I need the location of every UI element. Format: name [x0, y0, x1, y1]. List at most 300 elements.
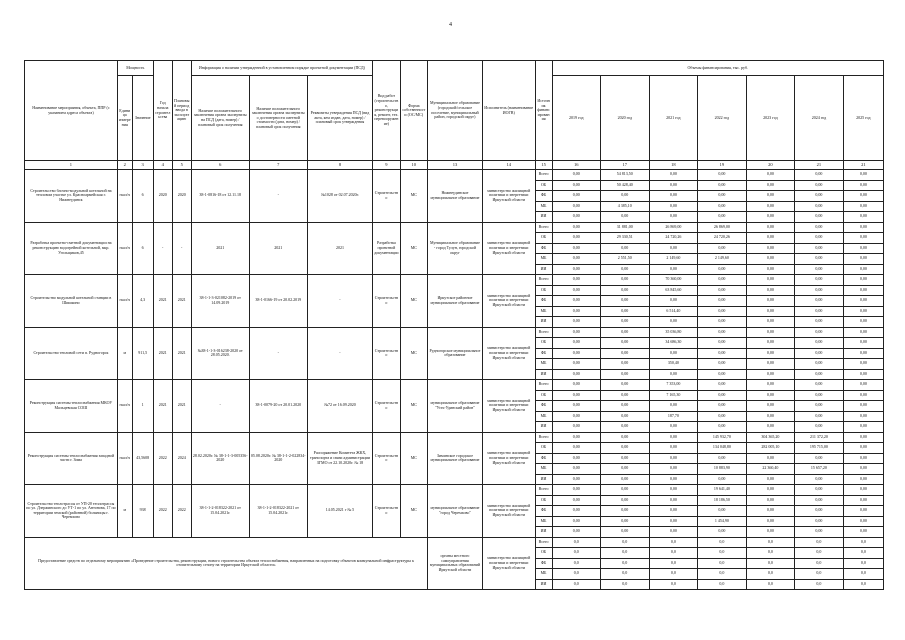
funding-value: 0,00 [843, 390, 883, 401]
header-executor: Исполнитель (наименование ИОГВ) [482, 61, 535, 161]
table-row [25, 222, 884, 233]
column-number: 13 [428, 161, 483, 170]
plan-year: 2022 [172, 485, 191, 538]
funding-value: 0,00 [843, 348, 883, 359]
psd-requisites: 14.05.2021 г № 5 [307, 485, 372, 538]
funding-value: 0,00 [649, 180, 698, 191]
funding-value: 0,00 [698, 275, 747, 286]
funding-value: 0,0 [552, 558, 601, 569]
expertise-info: 38-1-1-2-018322-2021 от 15.04.2021г. [191, 485, 249, 538]
funding-value: 0,00 [601, 243, 650, 254]
funding-value: 0,00 [552, 390, 601, 401]
funding-value: 0,00 [552, 306, 601, 317]
column-number: 3 [132, 161, 153, 170]
funding-value: 0,00 [795, 233, 844, 244]
funding-value: 0,00 [649, 474, 698, 485]
header-year-2021: 2021 год [649, 76, 698, 161]
plan-year: 2021 [172, 327, 191, 380]
funding-value: 0,0 [649, 537, 698, 548]
funding-value: 0,0 [843, 579, 883, 590]
start-year: 2021 [153, 380, 172, 433]
funding-value: 0,00 [843, 233, 883, 244]
municipality: муниципальное образование "город Черемхово" [428, 485, 483, 538]
header-municipality: Муниципальное образование (городской/сельское поселение, муниципальный район, городской округ) [428, 61, 483, 161]
capacity-unit: гкал/ч [117, 432, 132, 485]
funding-value: 0,00 [746, 380, 795, 391]
funding-value: 0,00 [843, 338, 883, 349]
funding-value: 0,00 [843, 296, 883, 307]
funding-value: 0,00 [601, 443, 650, 454]
funding-value: 0,00 [746, 306, 795, 317]
capacity-value: 43,5608 [132, 432, 153, 485]
funding-value: 1 454,90 [698, 516, 747, 527]
funding-value: 187,70 [649, 411, 698, 422]
executor: министерство жилищной политики и энергетики Иркутской области [482, 380, 535, 433]
funding-source: ИИ [535, 212, 552, 223]
executor: министерство жилищной политики и энергетики Иркутской области [482, 170, 535, 223]
header-source: Источник финансирования [535, 61, 552, 161]
municipality: Нижнеудинское муниципальное образование [428, 170, 483, 223]
funding-value: 0,00 [795, 516, 844, 527]
ownership-form: МС [400, 380, 427, 433]
header-year-2025: 2025 год [843, 76, 883, 161]
funding-value: 0,00 [552, 453, 601, 464]
funding-value: 0,00 [698, 338, 747, 349]
price-check-info: 38-1-0079-20 от 20.01.2020 [249, 380, 307, 433]
funding-value: 0,00 [649, 422, 698, 433]
header-approved-docs: Информация о наличии утвержденной в установленном порядке проектной документации (ПСД) [191, 61, 372, 76]
funding-value: 0,00 [795, 422, 844, 433]
expertise-info: 28.02.2020г. № 38-1-1-3-005356-2020 [191, 432, 249, 485]
table-row [25, 170, 884, 181]
funding-value: 0,00 [649, 485, 698, 496]
funding-source: МБ [535, 569, 552, 580]
price-check-info: 2021 [249, 222, 307, 275]
funding-value: 0,00 [552, 516, 601, 527]
column-number: 21 [843, 161, 883, 170]
funding-value: 0,00 [843, 212, 883, 223]
column-number: 9 [373, 161, 400, 170]
funding-value: 19 641,40 [698, 485, 747, 496]
capacity-value: 4,3 [132, 275, 153, 328]
funding-value: 0,00 [795, 527, 844, 538]
funding-value: 0,00 [795, 380, 844, 391]
funding-value: 0,00 [601, 506, 650, 517]
funding-value: 0,00 [746, 390, 795, 401]
funding-value: 0,00 [746, 201, 795, 212]
funding-source: Всего [535, 275, 552, 286]
funding-value: 0,00 [843, 380, 883, 391]
funding-source: ОБ [535, 495, 552, 506]
funding-value: 0,00 [843, 411, 883, 422]
funding-value: 0,00 [795, 411, 844, 422]
municipality: Иркутское районное муниципальное образование [428, 275, 483, 328]
capacity-unit: гкал/ч [117, 275, 132, 328]
funding-value: 0,00 [552, 359, 601, 370]
funding-source: МБ [535, 359, 552, 370]
funding-value: 0,00 [698, 369, 747, 380]
executor: министерство жилищной политики и энергетики Иркутской области [482, 432, 535, 485]
funding-value: 0,00 [601, 275, 650, 286]
funding-value: 0,00 [601, 296, 650, 307]
funding-value: 0,00 [698, 191, 747, 202]
funding-value: 0,00 [552, 506, 601, 517]
executor: министерство жилищной политики и энергетики Иркутской области [482, 485, 535, 538]
funding-value: 26 869,00 [649, 222, 698, 233]
funding-value: 0,00 [843, 191, 883, 202]
header-year-2019: 2019 год [552, 76, 601, 161]
funding-source: ИИ [535, 264, 552, 275]
object-name: Строительство теплотрассы от УП-20 теплотрассы по ул. Дзержинского до УТ-1 по ул. Антонова, 17 по территории земской (районной) больницы г. Черемхово [25, 485, 118, 538]
funding-value: 34 686,30 [649, 338, 698, 349]
funding-value: 0,00 [698, 401, 747, 412]
funding-value: 0,00 [698, 411, 747, 422]
header-value: Значение [132, 76, 153, 161]
psd-requisites: 2021 [307, 222, 372, 275]
funding-value: 350,40 [649, 359, 698, 370]
funding-value: 0,00 [795, 485, 844, 496]
price-check-info: - [249, 170, 307, 223]
column-number: 19 [698, 161, 747, 170]
column-number: 15 [535, 161, 552, 170]
funding-value: 0,00 [649, 191, 698, 202]
funding-value: 0,00 [746, 191, 795, 202]
municipality: муниципальное образование "Усть-Удинский район" [428, 380, 483, 433]
funding-value: 0,00 [795, 359, 844, 370]
header-volume: Объемы финансирования, тыс. руб. [552, 61, 884, 76]
funding-value: 0,00 [649, 369, 698, 380]
column-number: 1 [25, 161, 118, 170]
funding-value: 0,00 [843, 201, 883, 212]
funding-value: 0,00 [795, 338, 844, 349]
funding-value: 6 514,40 [649, 306, 698, 317]
funding-value: 0,00 [649, 170, 698, 181]
executor: министерство жилищной политики и энергетики Иркутской области [482, 222, 535, 275]
funding-value: 0,00 [552, 254, 601, 265]
funding-value: 0,00 [649, 495, 698, 506]
funding-value: 0,00 [552, 317, 601, 328]
funding-value: 0,00 [552, 432, 601, 443]
funding-value: 0,00 [601, 369, 650, 380]
expertise-info: 38-1-0816-18 от 12.11.18 [191, 170, 249, 223]
funding-value: 0,00 [698, 306, 747, 317]
psd-requisites: - [307, 327, 372, 380]
funding-value: 0,00 [795, 285, 844, 296]
municipality: Рудногорское муниципальное образование [428, 327, 483, 380]
funding-value: 0,00 [601, 422, 650, 433]
funding-value: 7 165,30 [649, 390, 698, 401]
funding-value: 0,00 [649, 453, 698, 464]
funding-value: 0,00 [746, 275, 795, 286]
column-number: 20 [746, 161, 795, 170]
funding-value: 0,00 [843, 254, 883, 265]
funding-value: 50 428,40 [601, 180, 650, 191]
ownership-form: МС [400, 327, 427, 380]
funding-value: 0,00 [843, 180, 883, 191]
funding-value: 0,00 [552, 264, 601, 275]
funding-value: 211 372,20 [795, 432, 844, 443]
municipality: органы местного самоуправления муниципальных образований Иркутской области [428, 537, 483, 590]
funding-value: 0,0 [795, 537, 844, 548]
funding-value: 0,00 [795, 212, 844, 223]
funding-source: ИИ [535, 369, 552, 380]
psd-requisites: Распоряжение Комитета ЖКХ, транспорта и связи администрации ЗГМО от 22.10.2020г. № 18 [307, 432, 372, 485]
funding-value: 0,00 [601, 453, 650, 464]
start-year: 2022 [153, 432, 172, 485]
funding-value: 29 330,51 [601, 233, 650, 244]
funding-value: 0,0 [601, 569, 650, 580]
funding-value: 22 360,40 [746, 464, 795, 475]
funding-value: 0,00 [843, 422, 883, 433]
funding-value: 0,00 [795, 495, 844, 506]
funding-value: 0,00 [843, 359, 883, 370]
funding-source: ФБ [535, 506, 552, 517]
psd-requisites: №1028 от 02.07.2020г. [307, 170, 372, 223]
column-number: 8 [307, 161, 372, 170]
funding-value: 0,00 [843, 474, 883, 485]
funding-source: ОБ [535, 233, 552, 244]
funding-value: 0,00 [649, 243, 698, 254]
funding-value: 0,00 [843, 432, 883, 443]
funding-source: ФБ [535, 191, 552, 202]
funding-value: 24 720,26 [698, 233, 747, 244]
column-number: 10 [400, 161, 427, 170]
funding-source: ФБ [535, 453, 552, 464]
capacity-unit: гкал/ч [117, 222, 132, 275]
column-number: 4 [153, 161, 172, 170]
funding-value: 0,0 [649, 569, 698, 580]
funding-value: 0,00 [843, 401, 883, 412]
funding-value: 0,00 [698, 264, 747, 275]
funding-value: 10 883,90 [698, 464, 747, 475]
funding-value: 0,00 [601, 474, 650, 485]
funding-source: ФБ [535, 401, 552, 412]
plan-year: 2021 [172, 380, 191, 433]
funding-value: 0,00 [795, 390, 844, 401]
funding-value: 0,0 [795, 579, 844, 590]
funding-value: 0,00 [552, 422, 601, 433]
object-name: Строительство модульной котельной станции в Шишкино [25, 275, 118, 328]
funding-value: 0,00 [601, 327, 650, 338]
funding-value: 0,0 [843, 569, 883, 580]
funding-value: 0,00 [649, 317, 698, 328]
funding-value: 0,00 [746, 474, 795, 485]
funding-value: 0,00 [698, 380, 747, 391]
capacity-unit: гкал/ч [117, 380, 132, 433]
price-check-info: 05.08.2020г. № 38-1-1-2-022834-2020 [249, 432, 307, 485]
funding-value: 0,0 [698, 548, 747, 559]
funding-value: 0,00 [795, 306, 844, 317]
funding-value: 134 048,80 [698, 443, 747, 454]
funding-value: 0,00 [843, 222, 883, 233]
funding-value: 0,00 [698, 243, 747, 254]
funding-value: 18 186,50 [698, 495, 747, 506]
column-number: 7 [249, 161, 307, 170]
funding-value: 0,00 [746, 180, 795, 191]
start-year: - [153, 222, 172, 275]
funding-value: 0,00 [698, 285, 747, 296]
start-year: 2022 [153, 485, 172, 538]
funding-value: 0,00 [746, 453, 795, 464]
plan-year: 2020 [172, 170, 191, 223]
header-year-2022: 2022 год [698, 76, 747, 161]
funding-value: 0,00 [601, 401, 650, 412]
column-number: 2 [117, 161, 132, 170]
funding-value: 0,00 [552, 443, 601, 454]
object-name: Реконструкция системы теплоснабжения западной части г. Зима [25, 432, 118, 485]
funding-source: Всего [535, 222, 552, 233]
funding-source: ФБ [535, 296, 552, 307]
funding-value: 0,00 [795, 317, 844, 328]
municipality: Муниципальное образование - город Тулун, городской округ [428, 222, 483, 275]
funding-value: 0,00 [698, 180, 747, 191]
funding-value: 0,0 [601, 579, 650, 590]
column-number: 5 [172, 161, 191, 170]
start-year: 2021 [153, 327, 172, 380]
capacity-value: 911,5 [132, 327, 153, 380]
ownership-form: МС [400, 170, 427, 223]
executor: министерство жилищной политики и энергетики Иркутской области [482, 327, 535, 380]
funding-value: 0,00 [698, 506, 747, 517]
funding-value: 24 720,26 [649, 233, 698, 244]
psd-requisites: - [307, 275, 372, 328]
funding-value: 0,0 [698, 537, 747, 548]
funding-value: 0,0 [649, 548, 698, 559]
funding-value: 0,00 [698, 453, 747, 464]
funding-value: 0,0 [843, 548, 883, 559]
funding-value: 0,00 [601, 464, 650, 475]
funding-value: 0,00 [795, 506, 844, 517]
funding-source: ОБ [535, 443, 552, 454]
funding-value: 0,0 [698, 558, 747, 569]
funding-value: 0,0 [649, 579, 698, 590]
ownership-form: МС [400, 432, 427, 485]
funding-value: 0,00 [746, 233, 795, 244]
funding-value: 0,00 [552, 485, 601, 496]
funding-value: 0,00 [698, 348, 747, 359]
header-expertise: Наличие положительного заключения органа экспертизы на ПСД (дата, номер) / плановый срок получения [191, 76, 249, 161]
capacity-unit: м [117, 485, 132, 538]
funding-value: 0,00 [601, 306, 650, 317]
funding-value: 0,00 [746, 527, 795, 538]
funding-source: ИИ [535, 527, 552, 538]
funding-value: 0,00 [795, 296, 844, 307]
plan-year: 2021 [172, 275, 191, 328]
funding-source: ОБ [535, 285, 552, 296]
expertise-info: №38-1-1-3-016238-2020 от 28.05.2020. [191, 327, 249, 380]
funding-value: 0,00 [601, 411, 650, 422]
funding-value: 304 365,20 [746, 432, 795, 443]
object-name: Строительство тепловой сети п. Рудногорск [25, 327, 118, 380]
funding-value: 0,00 [552, 285, 601, 296]
funding-value: 0,00 [552, 327, 601, 338]
funding-value: 0,00 [843, 369, 883, 380]
funding-value: 0,0 [746, 579, 795, 590]
funding-value: 0,0 [843, 558, 883, 569]
funding-value: 0,00 [746, 264, 795, 275]
page-number: 4 [449, 22, 452, 28]
funding-value: 2 149,60 [649, 254, 698, 265]
funding-value: 0,00 [746, 285, 795, 296]
funding-value: 4 385,10 [601, 201, 650, 212]
funding-value: 0,00 [795, 170, 844, 181]
funding-value: 54 813,50 [601, 170, 650, 181]
capacity-value: 938 [132, 485, 153, 538]
funding-value: 0,0 [698, 579, 747, 590]
funding-value: 0,00 [649, 348, 698, 359]
funding-value: 0,00 [795, 474, 844, 485]
funding-value: 0,00 [552, 296, 601, 307]
funding-value: 0,00 [552, 212, 601, 223]
plan-year: - [172, 222, 191, 275]
ownership-form: МС [400, 485, 427, 538]
funding-value: 0,00 [843, 285, 883, 296]
funding-source: МБ [535, 516, 552, 527]
funding-value: 145 932,70 [698, 432, 747, 443]
funding-value: 15 657,20 [795, 464, 844, 475]
funding-value: 0,00 [843, 275, 883, 286]
funding-value: 2 149,60 [698, 254, 747, 265]
price-check-info: 38-1-1-2-018322-2021 от 15.04.2021г. [249, 485, 307, 538]
funding-source: МБ [535, 201, 552, 212]
funding-value: 0,00 [552, 495, 601, 506]
funding-value: 0,00 [746, 516, 795, 527]
funding-value: 0,00 [698, 296, 747, 307]
funding-value: 0,00 [746, 411, 795, 422]
funding-value: 282 005,10 [746, 443, 795, 454]
funding-source: Всего [535, 380, 552, 391]
funding-value: 0,00 [601, 432, 650, 443]
table-row [25, 380, 884, 391]
funding-source: ОБ [535, 390, 552, 401]
funding-value: 0,00 [843, 317, 883, 328]
funding-value: 0,00 [698, 422, 747, 433]
work-type: Строительство [373, 432, 400, 485]
funding-value: 0,0 [552, 579, 601, 590]
funding-value: 0,00 [552, 180, 601, 191]
work-type: Строительство [373, 380, 400, 433]
funding-value: 0,00 [795, 348, 844, 359]
funding-value: 0,00 [552, 348, 601, 359]
psd-requisites: №72 от 16.09.2020 [307, 380, 372, 433]
funding-source: ОБ [535, 180, 552, 191]
funding-value: 0,00 [843, 485, 883, 496]
funding-value: 0,00 [698, 212, 747, 223]
funding-value: 0,00 [746, 506, 795, 517]
funding-value: 0,00 [843, 516, 883, 527]
table-row [25, 275, 884, 286]
funding-source: Всего [535, 170, 552, 181]
header-psd-requisites: Реквизиты утверждения ПСД (вид акта, кем издан, дата, номер) / плановый срок утверждения [307, 76, 372, 161]
funding-value: 2 551,50 [601, 254, 650, 265]
executor: министерство жилищной политики и энергетики Иркутской области [482, 537, 535, 590]
funding-source: Всего [535, 432, 552, 443]
funding-value: 70 360,00 [649, 275, 698, 286]
funding-value: 0,00 [552, 275, 601, 286]
funding-value: 0,00 [601, 527, 650, 538]
measure-name: Предоставление средств по отдельному мероприятию «Проведение строительства, реконструкции, нового строительства объекта теплоснабжения, направленных на подготовку объектов коммунальной инфраструктуры к отопительному сезону на территории Иркутской области» [25, 537, 428, 590]
funding-source: ИИ [535, 579, 552, 590]
ownership-form: МС [400, 275, 427, 328]
start-year: 2021 [153, 275, 172, 328]
funding-value: 0,00 [552, 369, 601, 380]
funding-source: МБ [535, 464, 552, 475]
funding-value: 0,0 [649, 558, 698, 569]
funding-source: МБ [535, 254, 552, 265]
capacity-value: 1 [132, 380, 153, 433]
funding-value: 0,00 [843, 527, 883, 538]
funding-source: ОБ [535, 548, 552, 559]
